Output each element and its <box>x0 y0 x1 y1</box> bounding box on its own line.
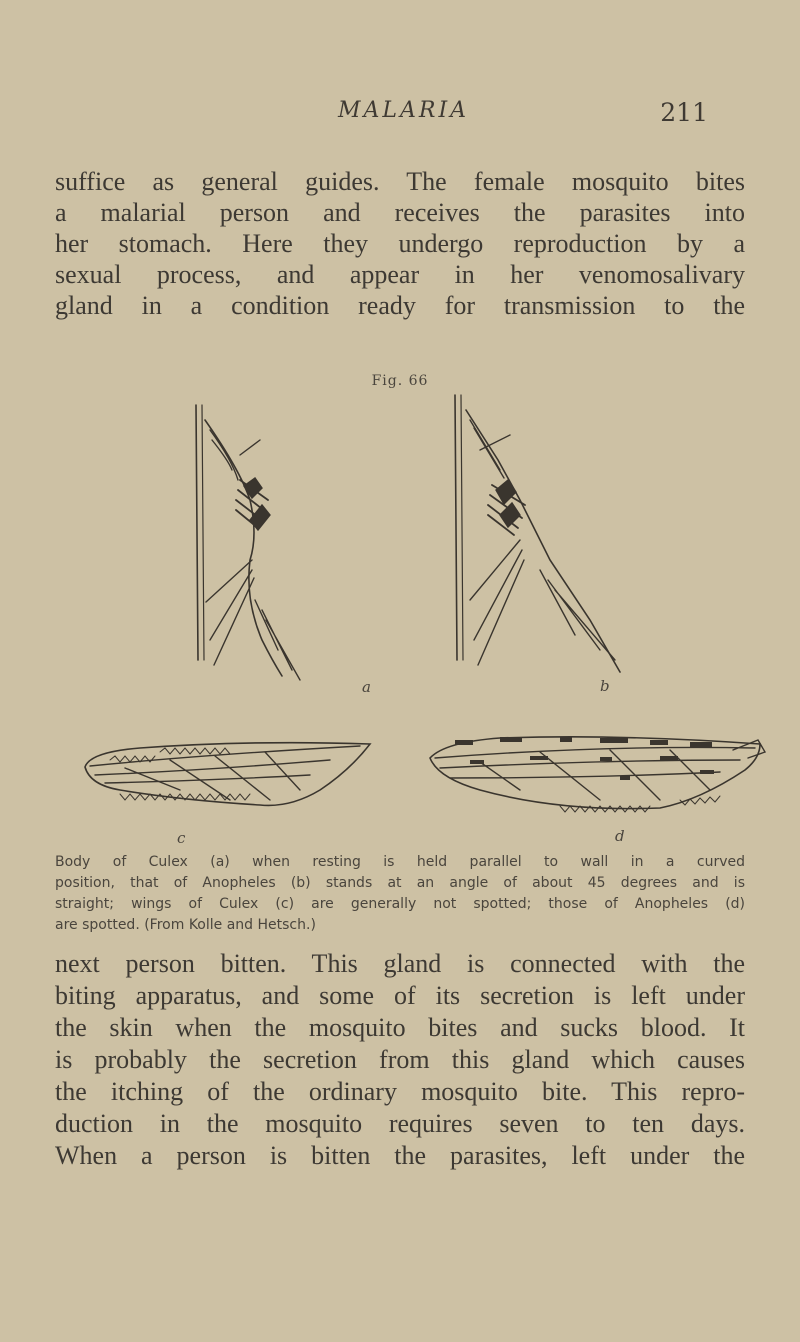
text-line: duction in the mosquito requires seven to ten days. <box>55 1109 745 1138</box>
caption-line: are spotted. (From Kolle and Hetsch.) <box>55 917 316 933</box>
text-line: next person bitten. This gland is connected with the <box>55 949 745 978</box>
body-paragraph-1 <box>55 166 745 321</box>
caption-line: position, that of Anopheles (b) stands at an angle of about 45 degrees and is <box>55 875 745 891</box>
caption-line: straight; wings of Culex (c) are generally not spotted; those of Anopheles (d) <box>55 896 745 912</box>
text-line: suffice as general guides. The female mosquito bites <box>55 167 745 196</box>
text-line: the itching of the ordinary mosquito bite. This repro- <box>55 1077 745 1106</box>
culex-resting-illustration <box>196 405 300 680</box>
running-title: MALARIA <box>338 98 470 123</box>
culex-wing-illustration <box>85 743 370 806</box>
figure-label-d: d <box>615 827 625 845</box>
figure-label-c: c <box>177 829 186 847</box>
figure-caption <box>55 852 745 936</box>
figure-title: Fig. 66 <box>371 373 429 389</box>
figure-label-b: b <box>600 677 610 695</box>
text-line: the skin when the mosquito bites and sucks blood. It <box>55 1013 745 1042</box>
anopheles-resting-illustration <box>455 395 620 672</box>
page-number: 211 <box>660 98 708 127</box>
text-line: biting apparatus, and some of its secretion is left under <box>55 981 745 1010</box>
text-line: is probably the secretion from this gland which causes <box>55 1045 745 1074</box>
text-line: sexual process, and appear in her venomosalivary <box>55 260 745 289</box>
text-line: gland in a condition ready for transmission to the <box>55 291 745 320</box>
caption-line: Body of Culex (a) when resting is held parallel to wall in a curved <box>55 854 745 870</box>
page-header <box>108 98 708 138</box>
mosquito-figure <box>0 380 800 850</box>
text-line: her stomach. Here they undergo reproduction by a <box>55 229 745 258</box>
text-line: When a person is bitten the parasites, left under the <box>55 1141 745 1170</box>
anopheles-wing-illustration <box>430 737 765 812</box>
figure-label-a: a <box>362 678 371 696</box>
text-line: a malarial person and receives the parasites into <box>55 198 745 227</box>
body-paragraph-2 <box>55 948 745 1172</box>
